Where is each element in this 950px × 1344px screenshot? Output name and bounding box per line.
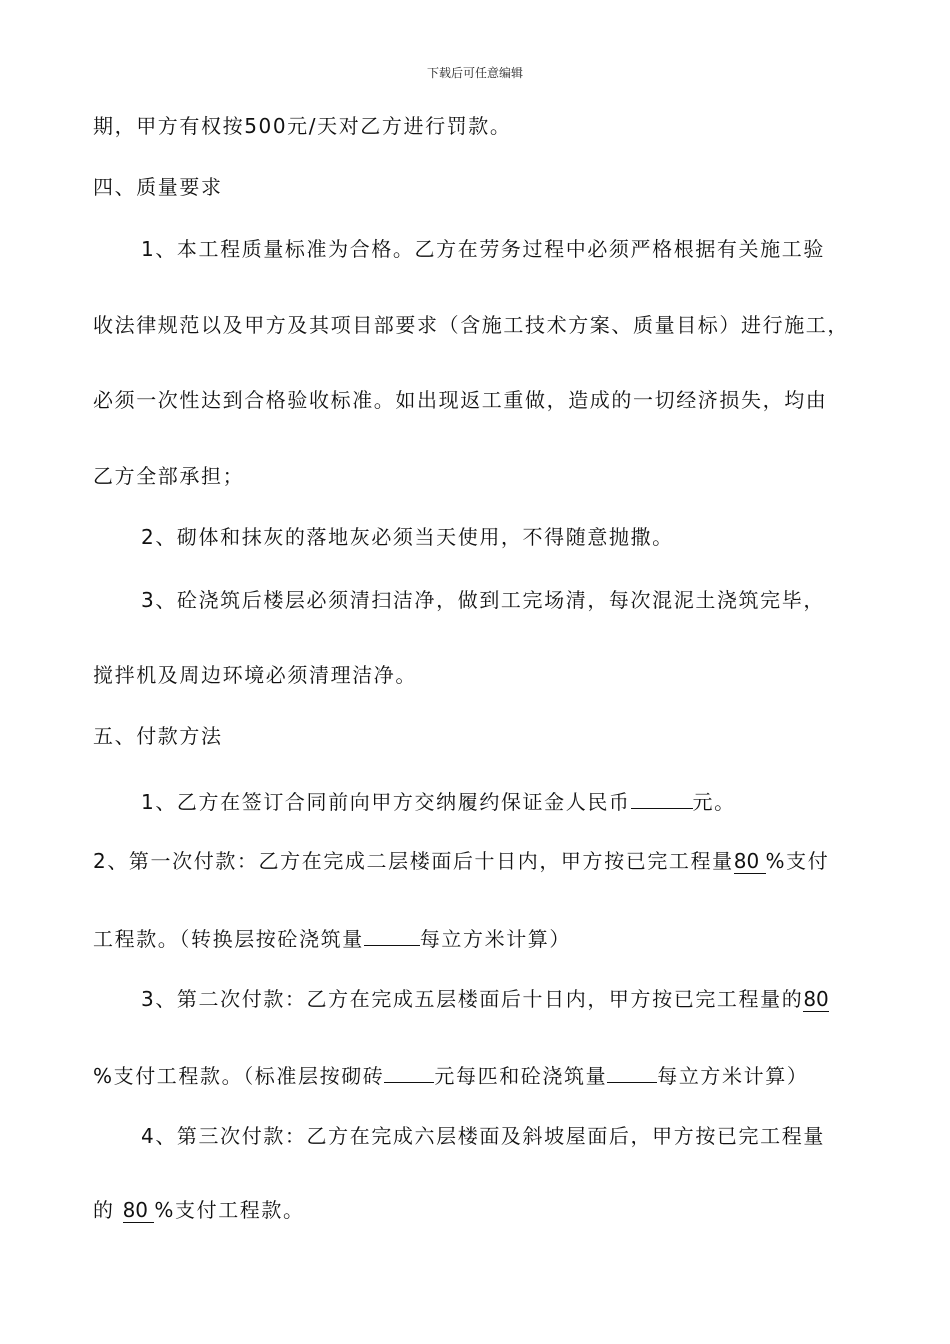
paragraph-line-9: 搅拌机及周边环境必须清理洁净。	[93, 663, 417, 687]
paragraph-line-13	[93, 921, 571, 951]
blank-deposit-amount	[631, 784, 693, 809]
blank-transfer-concrete-price	[364, 921, 420, 946]
section-heading-payment: 五、付款方法	[93, 724, 223, 748]
line-11-text-b: 元。	[692, 790, 736, 814]
paragraph-line-1: 期，甲方有权按500元/天对乙方进行罚款。	[93, 114, 512, 138]
line-13-text-b: 每立方米计算）	[419, 927, 572, 951]
line-15-text-a: %支付工程款。（标准层按砌砖	[93, 1064, 385, 1088]
paragraph-line-8: 3、砼浇筑后楼层必须清扫洁净，做到工完场清，每次混泥土浇筑完毕，	[141, 588, 825, 612]
paragraph-line-7: 2、砌体和抹灰的落地灰必须当天使用，不得随意抛撒。	[141, 525, 674, 549]
paragraph-line-17	[93, 1195, 305, 1225]
line-17-text-a: 的	[93, 1198, 115, 1222]
line-12-text-a: 2、第一次付款：乙方在完成二层楼面后十日内，甲方按已完工程量	[93, 849, 734, 873]
paragraph-line-14	[141, 984, 829, 1014]
section-heading-quality: 四、质量要求	[93, 175, 223, 199]
paragraph-line-12	[93, 846, 829, 876]
paragraph-line-11	[141, 784, 736, 814]
line-12-text-b: %支付	[765, 849, 830, 873]
paragraph-line-5: 必须一次性达到合格验收标准。如出现返工重做，造成的一切经济损失，均由	[93, 388, 828, 412]
page-header: 下载后可任意编辑	[426, 66, 523, 80]
line-15-text-b: 元每匹和砼浇筑量	[434, 1064, 608, 1088]
third-payment-percent: 80	[123, 1198, 155, 1223]
second-payment-percent: 80	[803, 987, 829, 1011]
blank-brick-price	[384, 1058, 434, 1083]
blank-standard-concrete-price	[607, 1058, 657, 1083]
paragraph-line-4: 收法律规范以及甲方及其项目部要求（含施工技术方案、质量目标）进行施工，	[93, 313, 849, 337]
paragraph-line-16: 4、第三次付款：乙方在完成六层楼面及斜坡屋面后，甲方按已完工程量	[141, 1124, 825, 1148]
line-11-text-a: 1、乙方在签订合同前向甲方交纳履约保证金人民币	[141, 790, 631, 814]
line-17-text-b: %支付工程款。	[154, 1198, 305, 1222]
paragraph-line-6: 乙方全部承担；	[93, 464, 245, 488]
line-13-text-a: 工程款。（转换层按砼浇筑量	[93, 927, 364, 951]
paragraph-line-3: 1、本工程质量标准为合格。乙方在劳务过程中必须严格根据有关施工验	[141, 237, 825, 261]
paragraph-line-15	[93, 1058, 808, 1088]
first-payment-percent: 80	[734, 849, 766, 874]
line-15-text-c: 每立方米计算）	[657, 1064, 809, 1088]
line-14-text-a: 3、第二次付款：乙方在完成五层楼面后十日内，甲方按已完工程量的	[141, 987, 804, 1011]
